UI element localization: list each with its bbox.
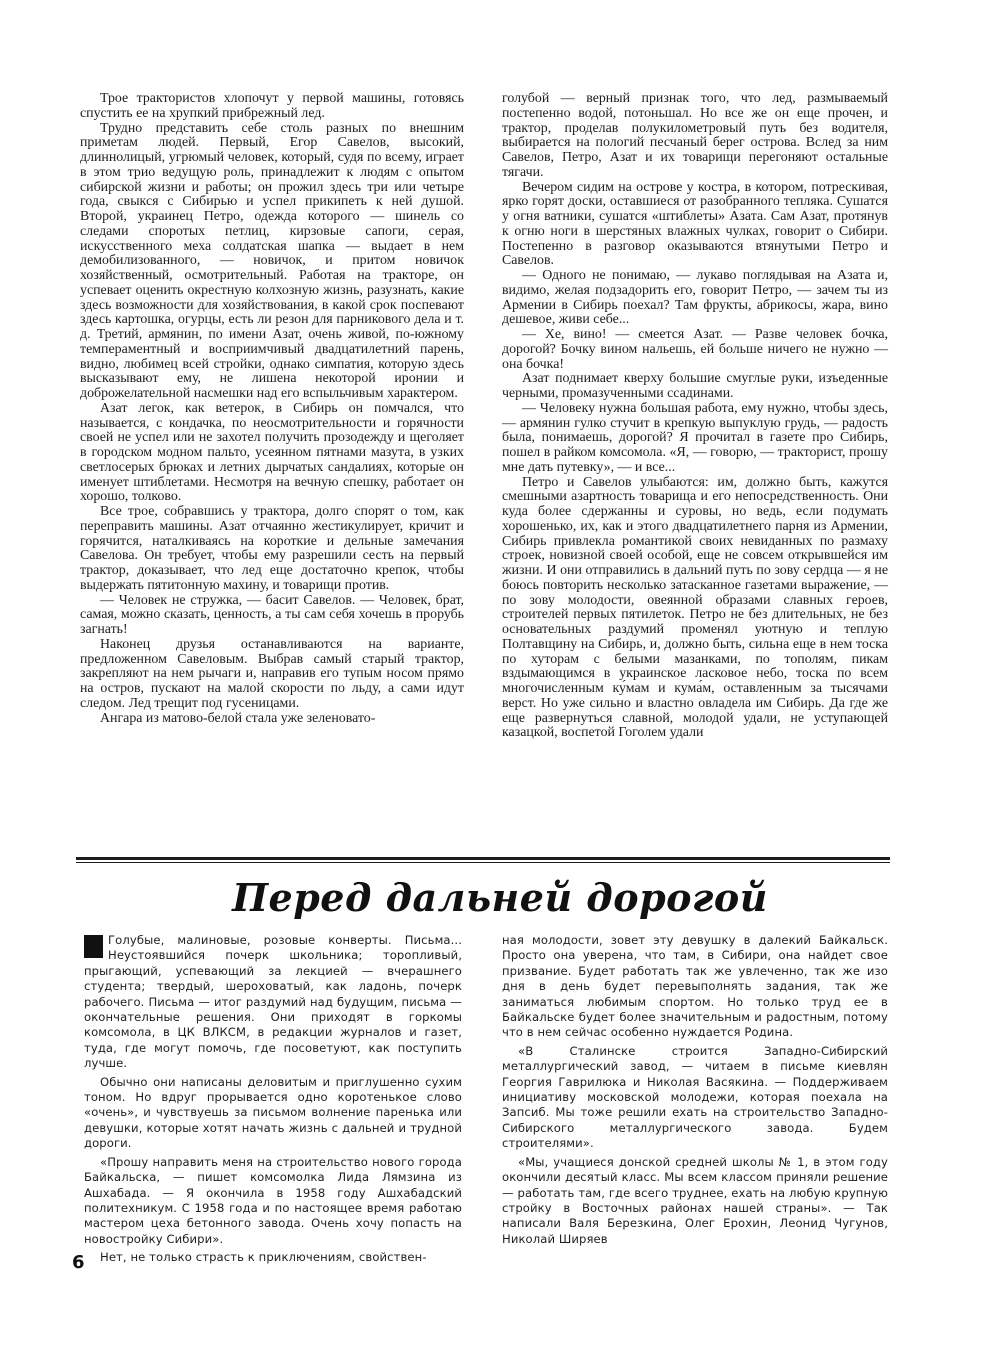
paragraph: Обычно они написаны деловитым и приглушенно сухим тоном. Но вдруг прорывается одно коротенькое слово «очень», и чувствуешь за письмом волнение паренька или девушки, которые хотят начать жизнь с дальней и трудной дороги. bbox=[84, 1074, 462, 1151]
paragraph: Все трое, собравшись у трактора, долго спорят о том, как переправить машины. Азат отчаянно жестикулирует, кричит и горячится, наталкиваясь на короткие и дельные замечания Савелова. Он требует, чтобы ему разрешили сесть на первый трактор, доказывает, что лед еще достаточно крепок, чтобы выдержать пятитонную махину, и товарищи против. bbox=[80, 504, 464, 593]
paragraph: Петро и Савелов улыбаются: им, должно быть, кажутся смешными азартность товарища и его непосредственность. Они куда более сдержанны и суровы, но ведь, если подумать хорошенько, их, как и этого двадцатилетнего парня из Армении, Сибирь привлекла романтикой своих невиданных по размаху строек, новизной своей особой, еще не совсем открывшейся им жизни. И они отправились в дальний путь по зову сердца — я не боюсь повторить несколько затасканное газетами выражение, — по зову молодости, овеянной образами славных героев, строителей первых пятилеток. Петро не без длительных, не без основательных раздумий променял уютную и теплую Полтавщину на Сибирь, и, должно быть, сильна еще в нем тоска по хуторам с белыми мазанками, по тополям, пикам вздымающимся в украинское ласковое небо, тоска по всем многочисленным ку́мам и кума́м, оставленным за тысячами верст. Но уже сильно и властно овладела им Сибирь. Да где же еще развернуться славной, молодой удали, не уступающей казацкой, воспетой Гоголем удали bbox=[502, 474, 888, 741]
dropcap-block bbox=[84, 935, 103, 958]
paragraph bbox=[84, 933, 462, 1072]
paragraph: Вечером сидим на острове у костра, в котором, потрескивая, ярко горят доски, оставшиеся от разобранного тепляка. Сушатся у огня ватники, сушатся «штиблеты» Азата. Сам Азат, протянув к огню ноги в шерстяных влажных чулках, говорит о Сибири. Постепенно в разговор оказываются втянутыми Петро и Савелов. bbox=[502, 179, 888, 269]
section-divider-thin bbox=[76, 862, 890, 863]
article-headline: Перед дальней дорогой bbox=[232, 875, 768, 920]
paragraph: Трудно представить себе столь разных по внешним приметам людей. Первый, Егор Савелов, высокий, длиннолицый, угрюмый человек, который, судя по всему, играет в этом трио ведущую роль, принадлежит к людям с опытом сибирской жизни и работы; он прожил здесь три или четыре года, свыкся с Сибирью и успел прикипеть к ней душой. Второй, украинец Петро, одежда которого — шинель со следами споротых петлиц, кирзовые сапоги, серая, искусственного меха солдатская шапка — выдает в нем демобилизованного, — новичок, и притом новичок хозяйственный, осмотрительный. Работая на тракторе, он успевает оценить окрестную колхозную жизнь, разузнать, какие здесь возможности для хозяйствования, в какой срок поспевают здесь картошка, огурцы, есть ли резон для парникового дела и т. д. Третий, армянин, по имени Азат, очень живой, по-южному темпераментный и восприимчивый двадцатилетний парень, видно, любимец всей стройки, однако симпатия, которую здесь высказывают ему, не лишена некоторой иронии и доброжелательной насмешки над его вспыльчивым характером. bbox=[80, 120, 464, 401]
paragraph: «В Сталинске строится Западно-Сибирский металлургический завод, — читаем в письме киевлян Георгия Гаврилюка и Николая Васякина. — Поддерживаем инициативу московской молодежи, которая поехала на Запсиб. Мы тоже решили ехать на строительство Западно-Сибирского металлургического завода. Будем строителями». bbox=[502, 1043, 888, 1151]
paragraph: — Хе, вино! — смеется Азат. — Разве человек бочка, дорогой? Бочку вином нальешь, ей больше ничего не нужно — она бочка! bbox=[502, 327, 888, 372]
article-bottom-left-column bbox=[84, 933, 462, 1265]
article-top-right-column bbox=[502, 92, 888, 834]
paragraph: Наконец друзья останавливаются на варианте, предложенном Савеловым. Выбрав самый старый трактор, закрепляют на нем рычаги и, направив его тупым носом прямо на остров, пускают на малой скорости по льду, а сами идут следом. Лед трещит под гусеницами. bbox=[80, 636, 464, 711]
paragraph: Нет, не только страсть к приключениям, свойствен- bbox=[100, 1250, 427, 1265]
paragraph: — Человек не стружка, — басит Савелов. — Человек, брат, самая, можно сказать, ценность, а ты сам себя хочешь в прорубь загнать! bbox=[80, 592, 464, 637]
paragraph: Азат поднимает кверху большие смуглые руки, изъеденные черными, промазученными ссадинами. bbox=[502, 371, 888, 401]
page-number: 6 bbox=[72, 1252, 85, 1273]
paragraph: — Одного не понимаю, — лукаво поглядывая на Азата и, видимо, желая подзадорить его, говорит Петро, — зачем ты из Армении в Сибирь поехал? Там фрукты, абрикосы, жара, вино дешевое, живи себе... bbox=[502, 268, 888, 328]
article-bottom-right-column bbox=[502, 933, 888, 1246]
paragraph: Трое трактористов хлопочут у первой машины, готовясь спустить ее на хрупкий прибрежный лед. bbox=[80, 91, 464, 121]
paragraph: Ангара из матово-белой стала уже зеленовато- bbox=[100, 710, 376, 726]
paragraph: ная молодости, зовет эту девушку в далекий Байкальск. Просто она уверена, что там, в Сибири, она найдет свое призвание. Будет работать так же увлеченно, так же изо дня в день будет перевыполнять задания, так же заниматься любимым спортом. Но только труд ее в Байкальске будет более значительным и радостным, потому что в нем сейчас особенно нуждается Родина. bbox=[502, 933, 888, 1040]
paragraph: «Мы, учащиеся донской средней школы № 1, в этом году окончили десятый класс. Мы всем классом приняли решение — работать там, где всего труднее, ехать на любую крупную стройку в Восточных районах нашей страны». — Так написали Валя Березкина, Олег Ерохин, Леонид Чугунов, Николай Ширяев bbox=[502, 1154, 888, 1246]
paragraph: — Человеку нужна большая работа, ему нужно, чтобы здесь, — армянин гулко стучит в крепкую выпуклую грудь, — радость была, понимаешь, дорогой? Я прочитал в газете про Сибирь, пошел в райком комсомола. «Я, — говорю, — тракторист, прошу мне дать путевку», — и все... bbox=[502, 400, 888, 475]
paragraph: голубой — верный признак того, что лед, размываемый постепенно водой, потоньшал. Но все же он еще прочен, и трактор, проделав полукилометровый путь без водителя, выбирается на пологий песчаный берег острова. Вслед за ним Савелов, Петро, Азат и их товарищи перегоняют остальные тягачи. bbox=[502, 91, 888, 180]
lead-paragraph-text: Голубые, малиновые, розовые конверты. Письма... Неустоявшийся почерк школьника; торопливый, прыгающий, успевающий за лекцией — вчерашнего студента; твердый, шероховатый, как ладонь, почерк рабочего. Письма — итог раздумий над будущим, письма — окончательные решения. Они приходят в горкомы комсомола, в ЦК ВЛКСМ, в редакции журналов и газет, туда, где могут помочь, где посоветуют, как поступить лучше. bbox=[84, 933, 462, 1071]
article-top-left-column bbox=[80, 92, 464, 832]
paragraph: Азат легок, как ветерок, в Сибирь он помчался, что называется, с кондачка, по неосмотрительности и горячности своей не успел или не захотел получить прозодежду и щеголяет в городском модном пальто, усеянном пятнами мазута, в узких светлосерых брюках и летних дырчатых сандалиях, которые он именует штиблетами. Несмотря на вечную спешку, работает он хорошо, толково. bbox=[80, 400, 464, 505]
paragraph: «Прошу направить меня на строительство нового города Байкальска, — пишет комсомолка Лида Лямзина из Ашхабада. — Я окончила в 1958 году Ашхабадский политехникум. С 1958 года и по настоящее время работаю мастером цеха бетонного завода. Очень хочу попасть на новостройку Сибири». bbox=[84, 1154, 462, 1246]
section-divider-thick bbox=[76, 857, 890, 860]
